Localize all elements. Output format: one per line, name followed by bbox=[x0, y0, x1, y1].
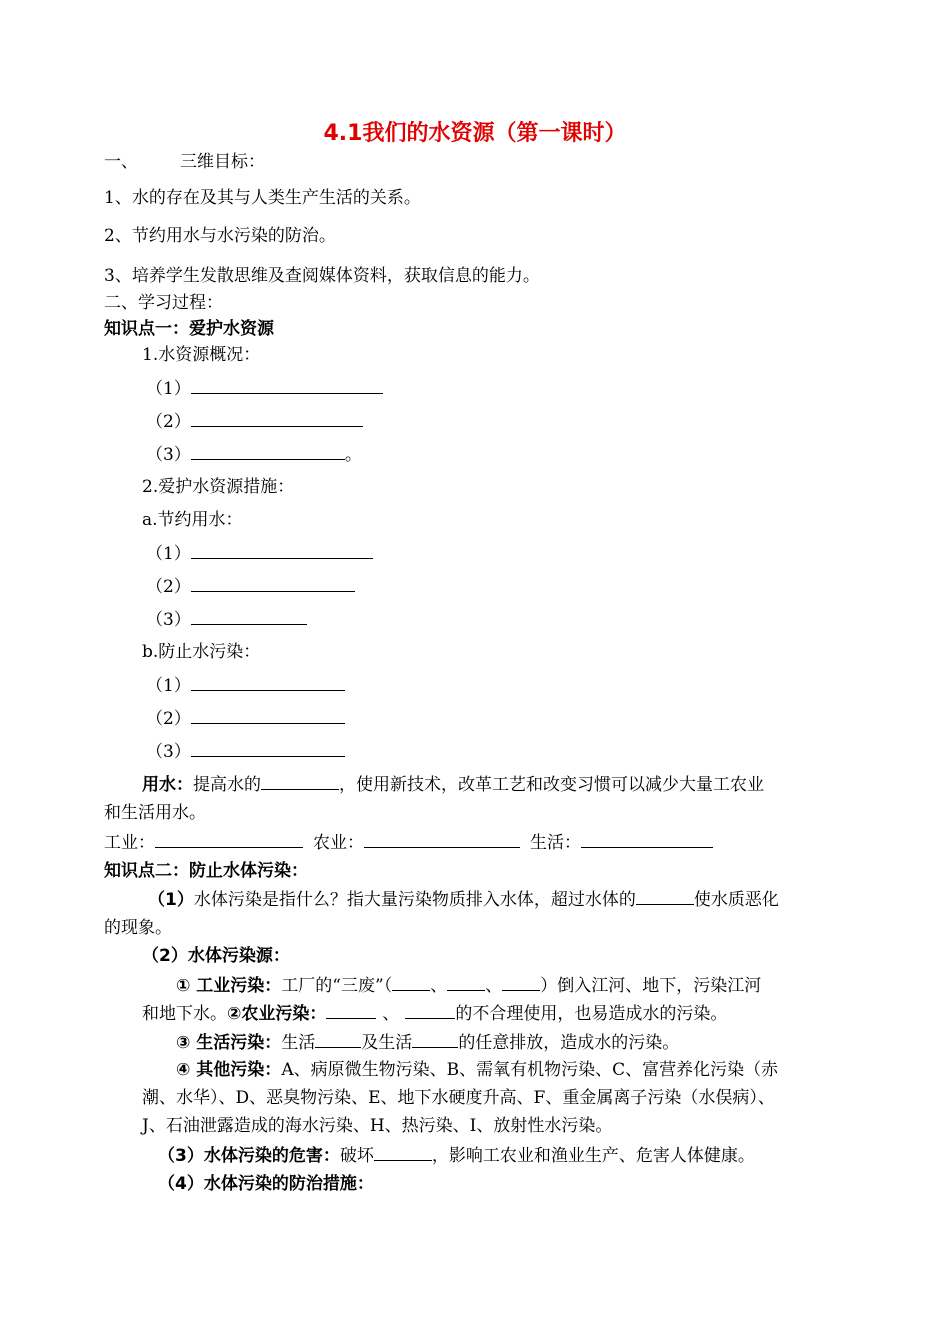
water-use-line-2: 和生活用水。 bbox=[104, 803, 206, 823]
process-heading: 二、学习过程： bbox=[104, 293, 223, 313]
q1-line-2: 的现象。 bbox=[104, 918, 172, 938]
prevent-item-1: （1） bbox=[146, 674, 345, 697]
q4-heading: （4）水体污染的防治措施： bbox=[158, 1174, 374, 1194]
kp1-heading: 知识点一：爱护水资源 bbox=[104, 319, 274, 339]
answer-blank[interactable] bbox=[447, 974, 485, 991]
answer-blank[interactable] bbox=[191, 575, 355, 592]
answer-blank[interactable] bbox=[392, 974, 430, 991]
prevent-pollution-label: b.防止水污染： bbox=[142, 642, 261, 662]
water-use-line: 用水：提高水的 ，使用新技术，改革工艺和改变习惯可以减少大量工农业 bbox=[142, 775, 764, 795]
usage-fields: 工业： 农业： 生活： bbox=[104, 831, 713, 854]
answer-blank[interactable] bbox=[191, 377, 383, 394]
page-title: 4.1我们的水资源（第一课时） bbox=[323, 121, 627, 146]
goal-item-2: 2、节约用水与水污染的防治。 bbox=[104, 226, 336, 246]
goal-item-3: 3、培养学生发散思维及查阅媒体资料，获取信息的能力。 bbox=[104, 266, 540, 286]
save-item-1: （1） bbox=[146, 542, 373, 565]
answer-blank[interactable] bbox=[191, 740, 345, 757]
answer-blank[interactable] bbox=[191, 410, 363, 427]
answer-blank[interactable] bbox=[412, 1031, 458, 1048]
q1-line: （1）水体污染是指什么？指大量污染物质排入水体，超过水体的 使水质恶化 bbox=[148, 890, 779, 910]
save-item-2: （2） bbox=[146, 575, 355, 598]
answer-blank[interactable] bbox=[261, 773, 339, 790]
answer-blank[interactable] bbox=[191, 674, 345, 691]
prevent-item-2: （2） bbox=[146, 707, 345, 730]
answer-blank[interactable] bbox=[326, 1002, 376, 1019]
q3-line: （3）水体污染的危害：破坏 ，影响工农业和渔业生产、危害人体健康。 bbox=[158, 1146, 755, 1166]
overview-item-3: （3） 。 bbox=[146, 445, 362, 465]
other-pollution-line-2: 潮、水华）、D、恶臭物污染、E、地下水硬度升高、F、重金属离子污染（水俣病）、 bbox=[142, 1088, 775, 1108]
overview-label: 1.水资源概况： bbox=[142, 345, 261, 365]
overview-item-2: （2） bbox=[146, 410, 363, 433]
life-blank[interactable] bbox=[581, 831, 713, 848]
industry-blank[interactable] bbox=[155, 831, 303, 848]
goals-heading: 三维目标： bbox=[180, 152, 265, 172]
answer-blank[interactable] bbox=[636, 888, 694, 905]
overview-item-1: （1） bbox=[146, 377, 383, 400]
agricultural-pollution-line: 和地下水。②农业污染： 、 的不合理使用，也易造成水的污染。 bbox=[142, 1004, 728, 1024]
answer-blank[interactable] bbox=[191, 707, 345, 724]
other-pollution-line-3: J、石油泄露造成的海水污染、H、热污染、I、放射性水污染。 bbox=[142, 1116, 613, 1136]
answer-blank[interactable] bbox=[315, 1031, 361, 1048]
agriculture-blank[interactable] bbox=[364, 831, 520, 848]
answer-blank[interactable] bbox=[405, 1002, 455, 1019]
goal-item-1: 1、水的存在及其与人类生产生活的关系。 bbox=[104, 188, 421, 208]
measures-label: 2.爱护水资源措施： bbox=[142, 477, 295, 497]
save-item-3: （3） bbox=[146, 608, 307, 631]
answer-blank[interactable] bbox=[374, 1144, 432, 1161]
industrial-pollution-line: ① 工业污染：工厂的“三废”（ 、 、 ）倒入江河、地下，污染江河 bbox=[176, 976, 762, 996]
goals-heading-num: 一、 bbox=[104, 152, 138, 172]
answer-blank[interactable] bbox=[191, 443, 345, 460]
prevent-item-3: （3） bbox=[146, 740, 345, 763]
other-pollution-line: ④ 其他污染：A、病原微生物污染、B、需氧有机物污染、C、富营养化污染（赤 bbox=[176, 1060, 779, 1080]
answer-blank[interactable] bbox=[502, 974, 540, 991]
answer-blank[interactable] bbox=[191, 542, 373, 559]
answer-blank[interactable] bbox=[191, 608, 307, 625]
save-water-label: a.节约用水： bbox=[142, 510, 243, 530]
q2-heading: （2）水体污染源： bbox=[142, 946, 290, 966]
domestic-pollution-line: ③ 生活污染：生活 及生活 的任意排放，造成水的污染。 bbox=[176, 1033, 680, 1053]
kp2-heading: 知识点二：防止水体污染： bbox=[104, 861, 308, 881]
